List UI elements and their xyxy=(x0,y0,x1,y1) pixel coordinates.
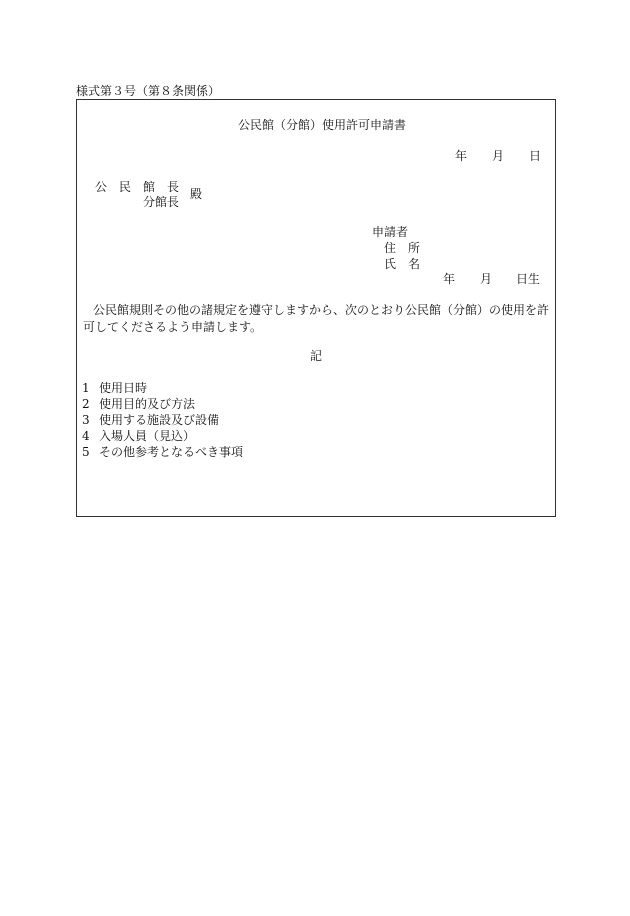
item-number: 2 xyxy=(82,397,90,411)
item-label: 入場人員（見込） xyxy=(99,429,196,443)
applicant-name-label: 氏 名 xyxy=(384,257,421,271)
item-list xyxy=(82,380,243,460)
list-item xyxy=(82,444,243,460)
form-title: 公民館（分館）使用許可申請書 xyxy=(238,118,407,132)
form-number: 様式第３号（第８条関係） xyxy=(76,84,221,98)
item-label: その他参考となるべき事項 xyxy=(99,445,244,459)
applicant-address-label: 住 所 xyxy=(384,241,421,255)
ki-heading: 記 xyxy=(310,349,323,363)
birth-year-label: 年 xyxy=(443,272,456,286)
item-number: 1 xyxy=(82,381,90,395)
item-label: 使用日時 xyxy=(99,381,148,395)
item-number: 4 xyxy=(82,429,90,443)
addressee-line2: 分館長 xyxy=(143,195,180,209)
addressee-line1: 公 民 館 長 xyxy=(95,180,180,194)
applicant-label: 申請者 xyxy=(372,225,409,239)
birth-day-label: 日生 xyxy=(516,272,541,286)
item-number: 3 xyxy=(82,413,90,427)
application-statement: 公民館規則その他の諸規定を遵守しますから、次のとおり公民館（分館）の使用を許可してくださるよう申請します。 xyxy=(83,303,550,334)
item-label: 使用目的及び方法 xyxy=(99,397,196,411)
item-label: 使用する施設及び設備 xyxy=(99,413,220,427)
birth-month-label: 月 xyxy=(480,272,493,286)
date-year-label: 年 xyxy=(455,149,468,163)
list-item xyxy=(82,380,243,396)
addressee-honorific: 殿 xyxy=(190,187,203,201)
item-number: 5 xyxy=(82,445,90,459)
list-item xyxy=(82,428,243,444)
date-month-label: 月 xyxy=(492,149,505,163)
date-day-label: 日 xyxy=(529,149,542,163)
list-item xyxy=(82,412,243,428)
list-item xyxy=(82,396,243,412)
